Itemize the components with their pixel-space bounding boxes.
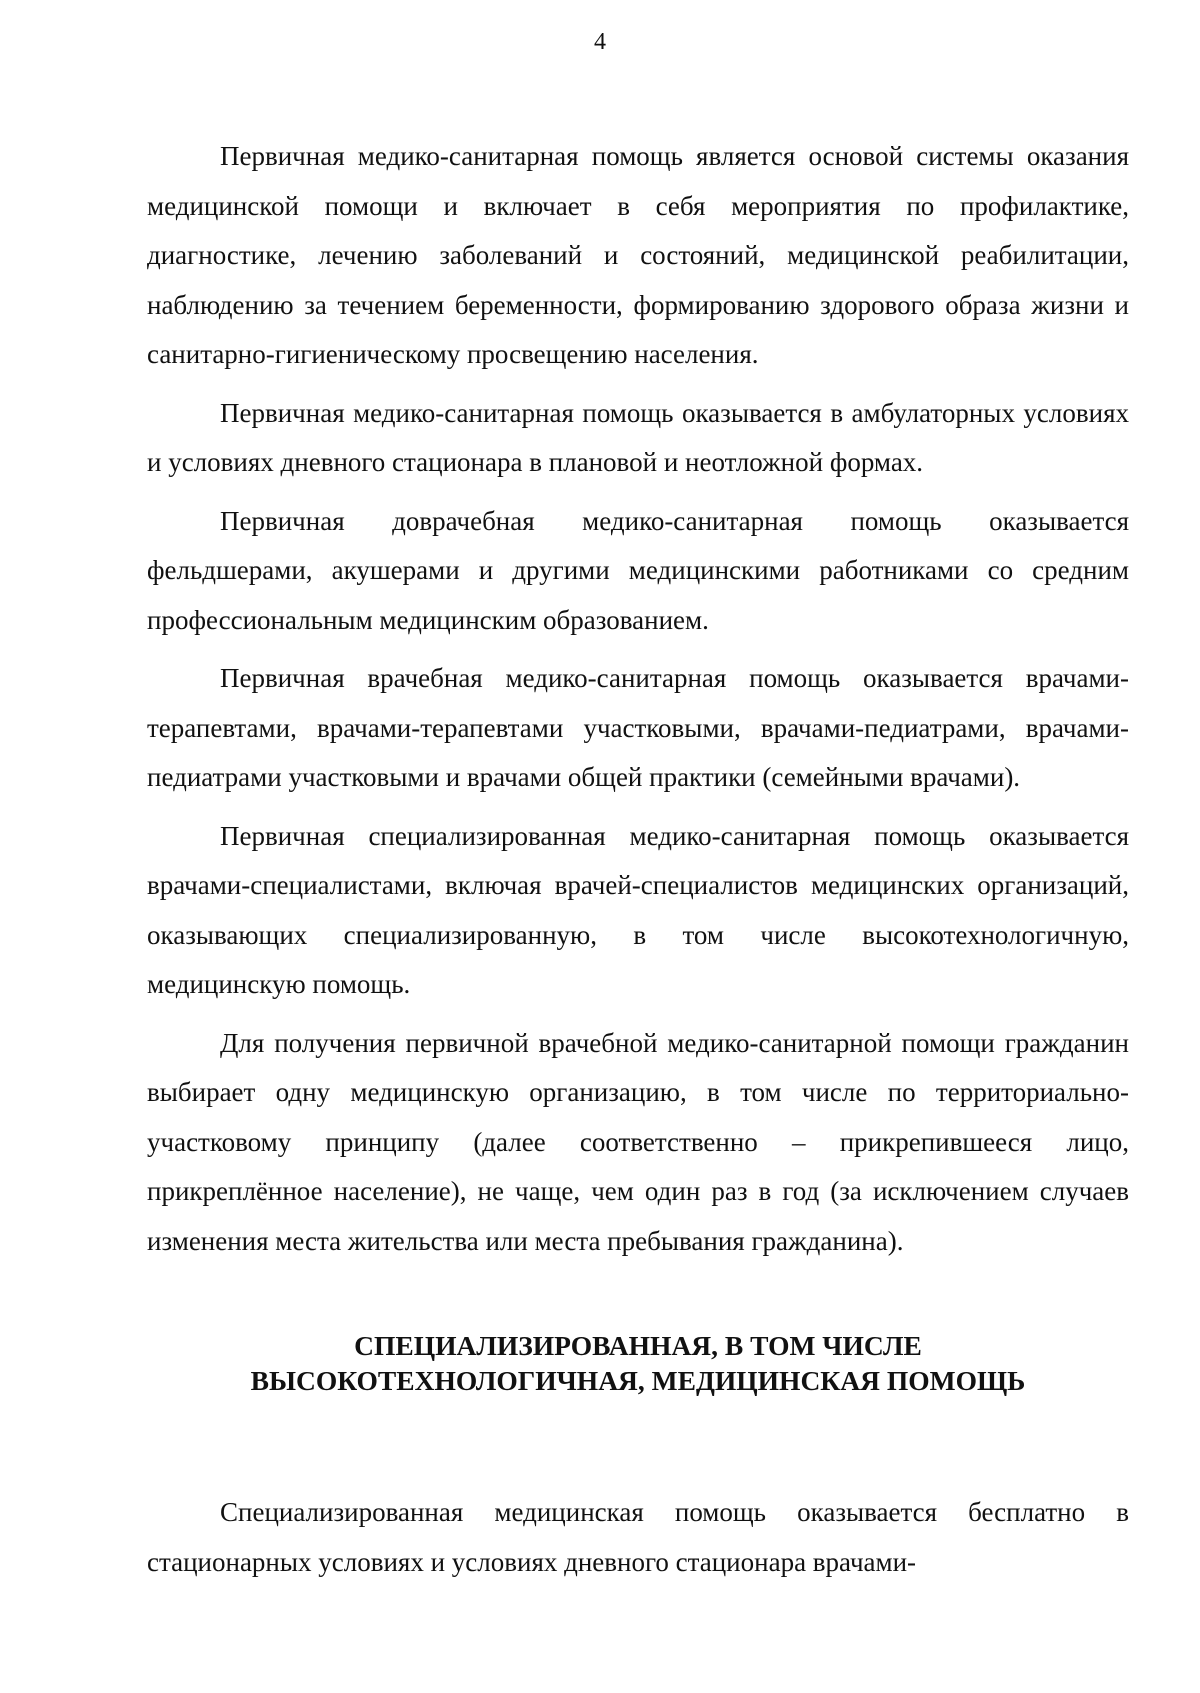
paragraph-doctor-care: Первичная врачебная медико-санитарная помощь оказывается врачами-терапевтами, врачами-терапевтами участковыми, врачами-педиатрами, врачами-педиатрами участковыми и врачами общей практики (семейными врачами). [147,663,1129,792]
section-heading-line-2: ВЫСОКОТЕХНОЛОГИЧНАЯ, МЕДИЦИНСКАЯ ПОМОЩЬ [250,1365,1026,1396]
paragraph-primary-care-basis: Первичная медико-санитарная помощь является основой системы оказания медицинской помощи и включает в себя мероприятия по профилактике, диагностике, лечению заболеваний и состояний, медицинской реабилитации, наблюдению за течением беременности, формированию здорового образа жизни и санитарно-гигиеническому просвещению населения. [147,141,1129,369]
section-heading [147,1328,1129,1398]
page-number: 4 [594,29,606,55]
page-content [147,132,1129,1596]
paragraph-pre-doctor-care: Первичная доврачебная медико-санитарная помощь оказывается фельдшерами, акушерами и другими медицинскими работниками со средним профессиональным медицинским образованием. [147,505,1129,635]
paragraph-choice-of-organization: Для получения первичной врачебной медико-санитарной помощи гражданин выбирает одну медицинскую организацию, в том числе по территориально-участковому принципу (далее соответственно – прикрепившееся лицо, прикреплённое население), не чаще, чем один раз в год (за исключением случаев изменения места жительства или места пребывания гражданина). [147,1027,1129,1256]
paragraph-primary-care-conditions: Первичная медико-санитарная помощь оказывается в амбулаторных условиях и условиях дневного стационара в плановой и неотложной формах. [147,397,1129,477]
paragraph-specialized-care: Специализированная медицинская помощь оказывается бесплатно в стационарных условиях и условиях дневного стационара врачами- [147,1497,1129,1577]
paragraph-specialized-primary-care: Первичная специализированная медико-санитарная помощь оказывается врачами-специалистами, включая врачей-специалистов медицинских организаций, оказывающих специализированную, в том числе высокотехнологичную, медицинскую помощь. [147,820,1129,999]
section-heading-line-1: СПЕЦИАЛИЗИРОВАННАЯ, В ТОМ ЧИСЛЕ [354,1330,922,1361]
